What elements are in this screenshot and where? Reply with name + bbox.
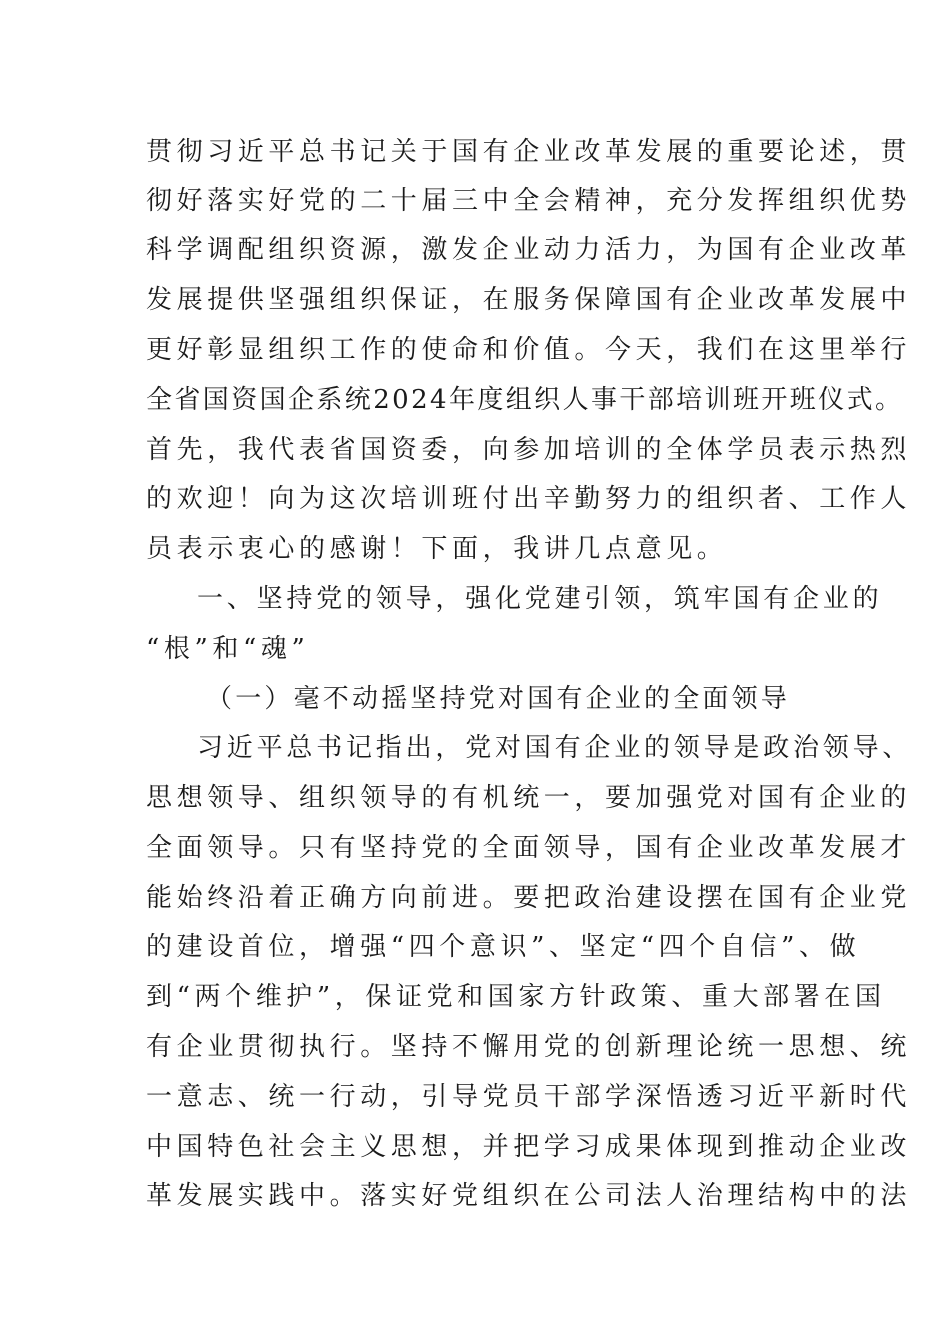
body-line: 习近平总书记指出，党对国有企业的领导是政治领导、 xyxy=(197,733,913,763)
body-line: 更好彰显组织工作的使命和价值。今天，我们在这里举行 xyxy=(146,335,912,365)
body-line: 能始终沿着正确方向前进。要把政治建设摆在国有企业党 xyxy=(146,883,912,913)
body-line: 一意志、统一行动，引导党员干部学深悟透习近平新时代 xyxy=(146,1082,912,1112)
body-line: 革发展实践中。落实好党组织在公司法人治理结构中的法 xyxy=(146,1181,912,1211)
section-heading-continued: “根”和“魂” xyxy=(146,634,310,664)
body-line: 彻好落实好党的二十届三中全会精神，充分发挥组织优势 xyxy=(146,186,912,216)
body-line: 思想领导、组织领导的有机统一，要加强党对国有企业的 xyxy=(146,783,912,813)
body-line: 首先，我代表省国资委，向参加培训的全体学员表示热烈 xyxy=(146,435,912,465)
body-line: 的欢迎！向为这次培训班付出辛勤努力的组织者、工作人 xyxy=(146,484,912,514)
body-line: 贯彻习近平总书记关于国有企业改革发展的重要论述，贯 xyxy=(146,137,912,167)
body-line: 全面领导。只有坚持党的全面领导，国有企业改革发展才 xyxy=(146,833,912,863)
body-line: 科学调配组织资源，激发企业动力活力，为国有企业改革 xyxy=(146,235,912,265)
body-line: 有企业贯彻执行。坚持不懈用党的创新理论统一思想、统 xyxy=(146,1032,912,1062)
section-heading: 一、坚持党的领导，强化党建引领，筑牢国有企业的 xyxy=(197,584,883,614)
body-line: 全省国资国企系统2024年度组织人事干部培训班开班仪式。 xyxy=(146,385,904,415)
body-line: 发展提供坚强组织保证，在服务保障国有企业改革发展中 xyxy=(146,285,912,315)
body-line: 的建设首位，增强“四个意识”、坚定“四个自信”、做 xyxy=(146,932,861,962)
body-line: 中国特色社会主义思想，并把学习成果体现到推动企业改 xyxy=(146,1132,912,1162)
body-line: 员表示衷心的感谢！下面，我讲几点意见。 xyxy=(146,534,728,564)
subsection-heading: （一）毫不动摇坚持党对国有企业的全面领导 xyxy=(206,684,791,714)
body-line: 到“两个维护”，保证党和国家方针政策、重大部署在国 xyxy=(146,982,886,1012)
